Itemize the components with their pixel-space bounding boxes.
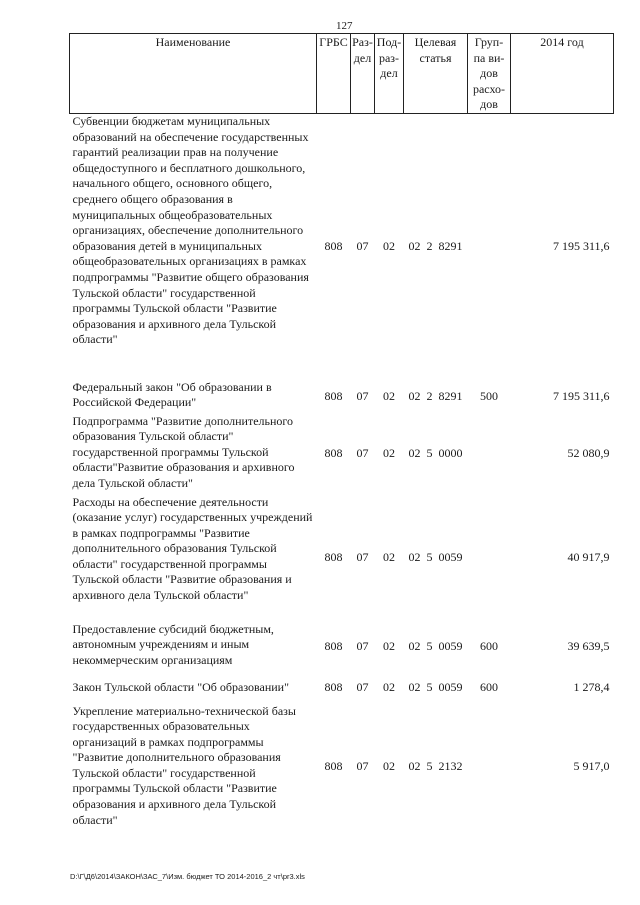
row-grbs: 808 <box>324 680 343 695</box>
row-name: Укрепление материально-технической базы государственных образовательных организаций в рамках подпрограммы "Развитие дополнительного образования Тульской области" государственной программы Тульской области "Развитие образования и архивного дела Тульской области" <box>72 703 296 827</box>
row-target: 02 5 0059 <box>408 639 463 654</box>
row-grbs: 808 <box>324 388 343 403</box>
row-target: 02 5 0059 <box>408 550 463 565</box>
table-row <box>70 114 614 380</box>
row-razdel: 07 <box>356 758 369 773</box>
table-row <box>70 622 614 673</box>
row-name: Предоставление субсидий бюджетным, автономным учреждениям и иным некоммерческим организациям <box>72 621 274 667</box>
page-number: 127 <box>336 20 353 32</box>
row-group <box>468 495 511 622</box>
row-podrazdel: 02 <box>383 758 395 773</box>
header-year: 2014 год <box>511 34 614 114</box>
header-podrazdel: Под-раз-дел <box>375 34 404 114</box>
header-target: Целевая статья <box>404 34 468 114</box>
row-amount: 39 639,5 <box>567 639 610 654</box>
table-row <box>70 673 614 704</box>
row-razdel: 07 <box>356 550 369 565</box>
row-grbs: 808 <box>324 446 343 461</box>
row-name: Федеральный закон "Об образовании в Российской Федерации" <box>72 379 272 410</box>
row-grbs: 808 <box>324 639 343 654</box>
row-grbs: 808 <box>324 238 343 253</box>
row-group: 600 <box>480 639 498 654</box>
row-target: 02 2 8291 <box>408 238 463 253</box>
row-name: Закон Тульской области "Об образовании" <box>72 680 289 695</box>
row-name: Подпрограмма "Развитие дополнительного образования Тульской области" государственной программы Тульской области"Развитие образования и архивного дела Тульской области" <box>72 413 295 490</box>
row-target: 02 2 8291 <box>408 388 463 403</box>
row-podrazdel: 02 <box>383 639 395 654</box>
table-row <box>70 414 614 495</box>
header-row <box>70 34 614 114</box>
row-group <box>468 704 511 830</box>
row-razdel: 07 <box>356 680 369 695</box>
row-group: 600 <box>480 680 498 695</box>
row-amount: 5 917,0 <box>573 758 610 773</box>
row-razdel: 07 <box>356 388 369 403</box>
row-razdel: 07 <box>356 639 369 654</box>
row-podrazdel: 02 <box>383 680 395 695</box>
header-razdel: Раз-дел <box>351 34 375 114</box>
row-target: 02 5 2132 <box>408 758 463 773</box>
file-path-footer: D:\Г\Д6\2014\ЗАКОН\ЗАС_7\Изм. бюджет ТО 2014-2016_2 чт\pr3.xls <box>70 872 305 881</box>
row-razdel: 07 <box>356 446 369 461</box>
table-row <box>70 495 614 622</box>
row-podrazdel: 02 <box>383 446 395 461</box>
row-group <box>468 114 511 380</box>
row-podrazdel: 02 <box>383 550 395 565</box>
header-group: Груп-па ви-дов расхо-дов <box>468 34 511 114</box>
budget-table <box>69 33 614 830</box>
row-razdel: 07 <box>356 238 369 253</box>
row-group: 500 <box>480 388 498 403</box>
table-row <box>70 704 614 830</box>
row-group <box>468 414 511 495</box>
header-grbs: ГРБС <box>317 34 351 114</box>
row-name: Расходы на обеспечение деятельности (оказание услуг) государственных учреждений в рамках подпрограммы "Развитие дополнительного образования Тульской области" государственной программы Тульской области "Развитие образования и архивного дела Тульской области" <box>72 494 313 603</box>
row-podrazdel: 02 <box>383 388 395 403</box>
row-amount: 40 917,9 <box>567 550 610 565</box>
row-amount: 1 278,4 <box>573 680 610 695</box>
row-amount: 7 195 311,6 <box>552 238 610 253</box>
row-target: 02 5 0059 <box>408 680 463 695</box>
row-podrazdel: 02 <box>383 238 395 253</box>
table-row <box>70 380 614 414</box>
header-name: Наименование <box>70 34 317 114</box>
row-grbs: 808 <box>324 550 343 565</box>
row-target: 02 5 0000 <box>408 446 463 461</box>
row-amount: 52 080,9 <box>567 446 610 461</box>
row-amount: 7 195 311,6 <box>552 388 610 403</box>
row-name: Субвенции бюджетам муниципальных образований на обеспечение государственных гарантий реализации прав на получение общедоступного и бесплатного дошкольного, начального общего, основного общего, среднего общего образования в муниципальных общеобразовательных организациях, обеспечение дополнительного образования детей в муниципальных общеобразовательных организациях в рамках подпрограммы "Развитие общего образования Тульской области" государственной программы Тульской области "Развитие образования и архивного дела Тульской области" <box>72 114 309 347</box>
row-grbs: 808 <box>324 758 343 773</box>
